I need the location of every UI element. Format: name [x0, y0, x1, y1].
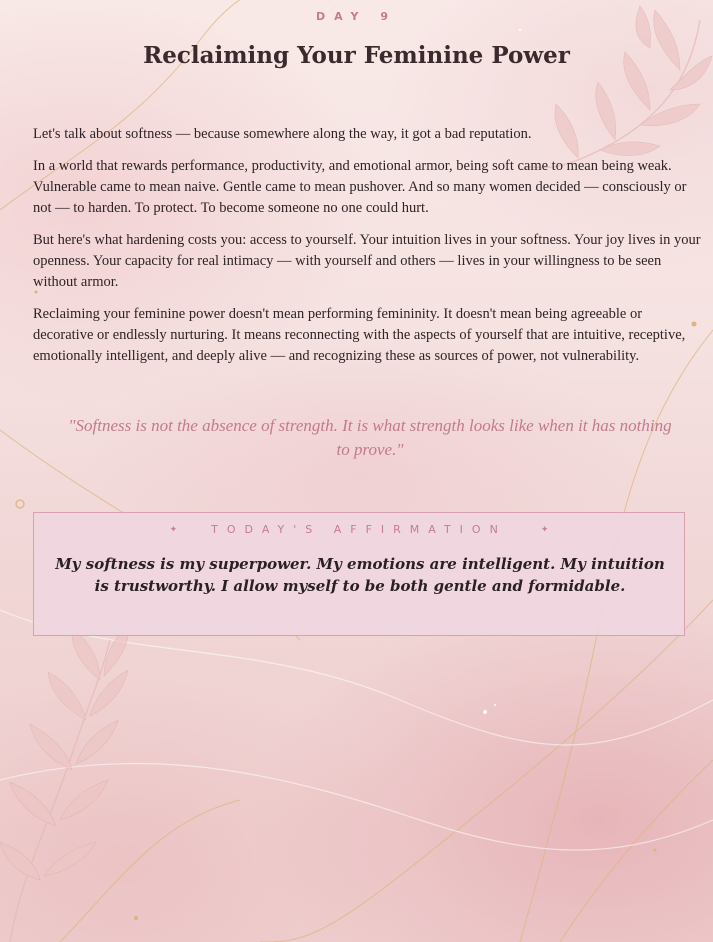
leaf-branch-icon	[0, 626, 128, 942]
sparkle-icon: ✦	[169, 525, 178, 535]
body-text	[33, 124, 705, 378]
page-title: Reclaiming Your Feminine Power	[143, 42, 570, 69]
affirmation-heading: TODAY'S AFFIRMATION	[211, 523, 507, 536]
paragraph: In a world that rewards performance, productivity, and emotional armor, being soft came to mean being weak. Vulnerable came to mean naive. Gentle came to mean pushover. And so many women decided — consciously or not — to harden. To protect. To become someone no one could hurt.	[33, 158, 687, 216]
gold-swirl-line	[60, 800, 240, 942]
affirmation-text: My softness is my superpower. My emotions are intelligent. My intuition is trustworthy. I allow myself to be both gentle and formidable.	[55, 555, 665, 595]
affirmation-box	[33, 512, 685, 636]
paragraph: Reclaiming your feminine power doesn't mean performing femininity. It doesn't mean being agreeable or decorative or endlessly nurturing. It means reconnecting with the aspects of yourself that are intuitive, receptive, emotionally intelligent, and deeply alive — and recognizing these as sources of power, not vulnerability.	[33, 306, 686, 364]
gold-swirl-line	[260, 600, 713, 942]
affirmation-heading-row	[34, 523, 684, 536]
sparkle-icon: ✦	[540, 525, 549, 535]
gold-swirl-line	[560, 760, 713, 942]
pull-quote: "Softness is not the absence of strength. It is what strength looks like when it has nothing to prove."	[68, 416, 672, 459]
paragraph: But here's what hardening costs you: access to yourself. Your intuition lives in your softness. Your joy lives in your openness. Your capacity for real intimacy — with yourself and others — lives in your willingness to be seen without armor.	[33, 232, 701, 290]
paragraph: Let's talk about softness — because somewhere along the way, it got a bad reputation.	[33, 126, 532, 142]
day-label: DAY 9	[315, 10, 398, 23]
